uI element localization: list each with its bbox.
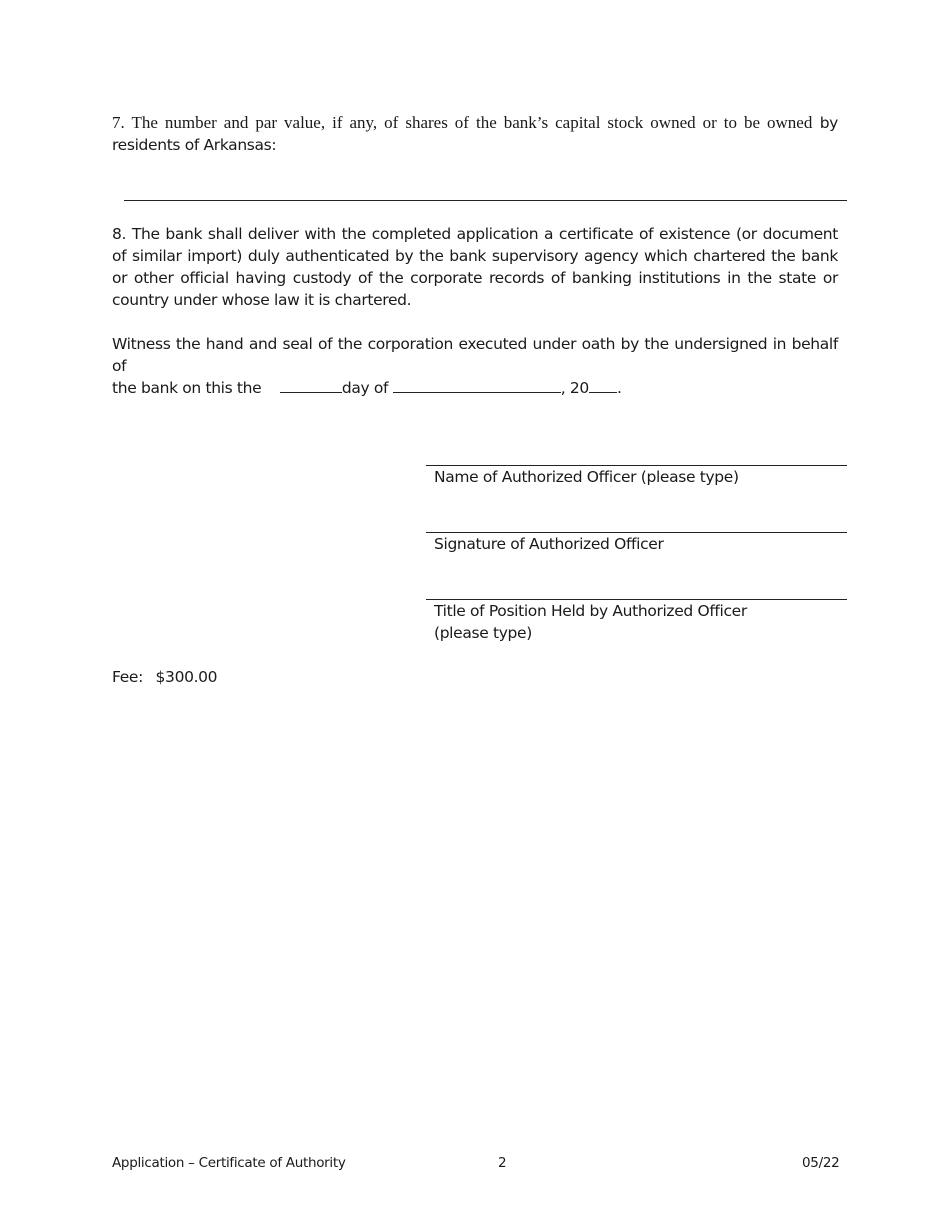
witness-prefix: the bank on this the	[112, 379, 262, 397]
fee-amount: $300.00	[155, 668, 218, 686]
officer-signature-label: Signature of Authorized Officer	[434, 535, 664, 553]
footer-revision: 05/22	[802, 1155, 840, 1171]
witness-year-prefix: , 20	[560, 379, 589, 397]
item-7-text	[112, 112, 838, 156]
officer-title-label-2: (please type)	[434, 624, 532, 642]
footer-page-number: 2	[498, 1155, 507, 1171]
officer-name-label: Name of Authorized Officer (please type)	[434, 468, 739, 486]
fee-line	[112, 666, 838, 688]
item-7-tail: by residents of Arkansas:	[112, 114, 838, 154]
month-blank[interactable]	[393, 377, 561, 393]
item-8-text: 8. The bank shall deliver with the completed application a certificate of existence (or document of similar import) duly authenticated by the bank supervisory agency which chartered the bank or other official having custody of the corporate records of banking institutions in the state or country under whose law it is chartered.	[112, 225, 838, 309]
item-7-lead: 7. The number and par value, if any, of shares of the bank’s capital stock owned or to be owned	[112, 113, 813, 132]
witness-clause	[112, 333, 838, 399]
fee-label: Fee:	[112, 668, 143, 686]
year-blank[interactable]	[589, 377, 617, 393]
witness-day-of: day of	[341, 379, 389, 397]
footer-form-title: Application – Certificate of Authority	[112, 1155, 346, 1171]
officer-title-label-1: Title of Position Held by Authorized Officer	[434, 602, 747, 620]
witness-line-1: Witness the hand and seal of the corporation executed under oath by the undersigned in behalf of	[112, 335, 838, 375]
day-blank[interactable]	[280, 377, 342, 393]
item-7-answer-line[interactable]	[124, 200, 847, 201]
witness-end: .	[616, 379, 622, 397]
